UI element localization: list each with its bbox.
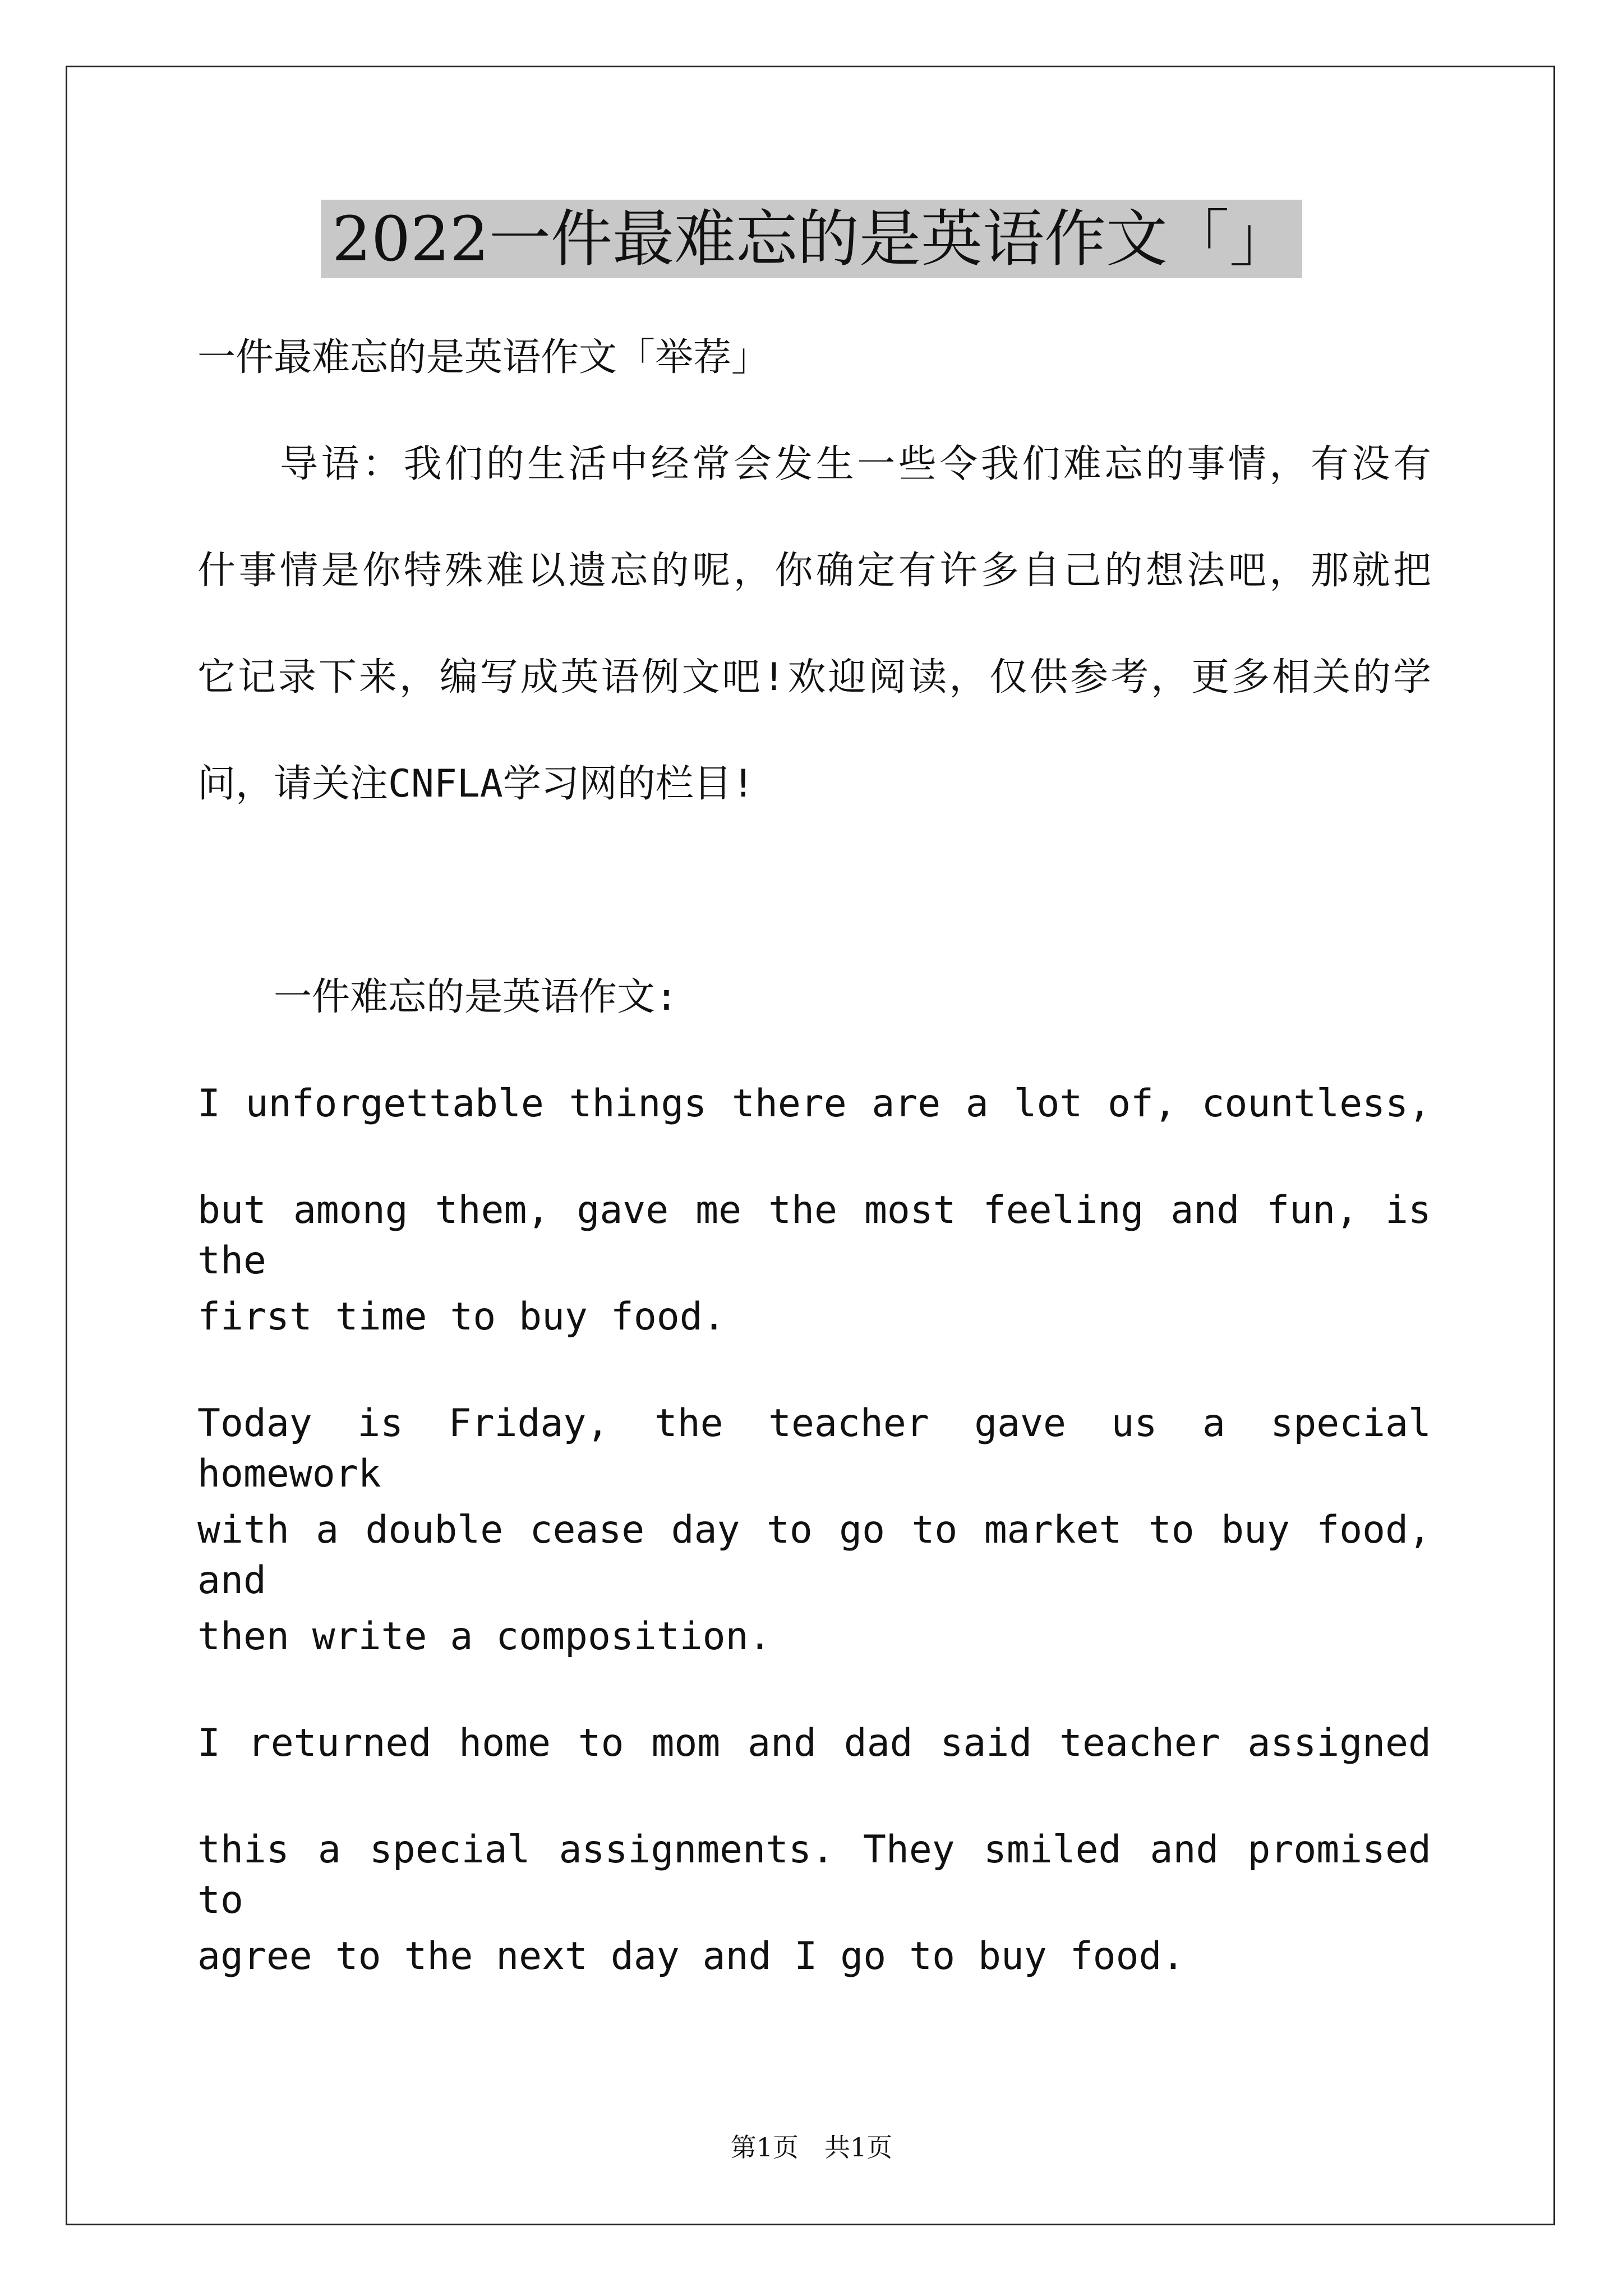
paragraph-line: 导语：我们的生活中经常会发生一些令我们难忘的事情，有没有 <box>197 442 1431 486</box>
document-subtitle: 一件最难忘的是英语作文「举荐」 <box>197 335 770 380</box>
paragraph-line: but among them, gave me the most feeling and fun, is the <box>197 1188 1431 1283</box>
paragraph-line: Today is Friday, the teacher gave us a special homework <box>197 1401 1431 1496</box>
page-footer: 第1页 共1页 <box>730 2132 893 2162</box>
section-heading: 一件难忘的是英语作文: <box>197 975 678 1019</box>
paragraph-line: first time to buy food. <box>197 1295 726 1339</box>
document-title: 2022一件最难忘的是英语作文「」 <box>321 200 1302 278</box>
paragraph-line: then write a composition. <box>197 1614 772 1659</box>
paragraph-line: 它记录下来，编写成英语例文吧!欢迎阅读，仅供参考，更多相关的学 <box>197 655 1431 700</box>
paragraph-line: I unforgettable things there are a lot of, countless, <box>197 1082 1431 1126</box>
title-container <box>0 200 1623 278</box>
paragraph-line: agree to the next day and I go to buy food. <box>197 1934 1185 1978</box>
paragraph-line: I returned home to mom and dad said teacher assigned <box>197 1721 1431 1765</box>
paragraph-line: 什事情是你特殊难以遗忘的呢，你确定有许多自己的想法吧，那就把 <box>197 549 1431 593</box>
paragraph-line: this a special assignments. They smiled and promised to <box>197 1828 1431 1922</box>
paragraph-line: with a double cease day to go to market to buy food, and <box>197 1508 1431 1603</box>
paragraph-line: 问，请关注CNFLA学习网的栏目! <box>197 762 755 806</box>
